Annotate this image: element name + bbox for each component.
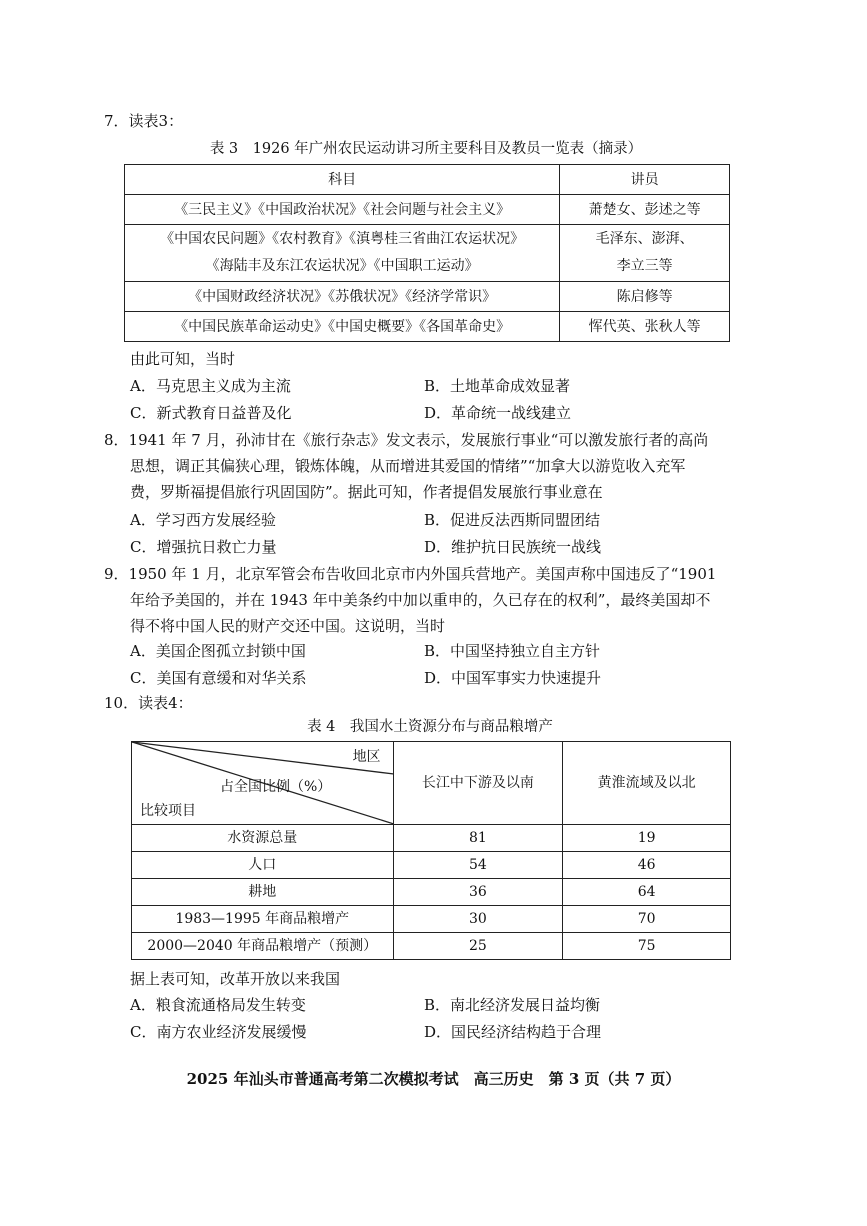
table4-corner-top: 地区 [352, 749, 381, 765]
table3-cell-line: 毛泽东、澎湃、 [595, 231, 694, 247]
table-row [132, 879, 731, 906]
table-row [125, 225, 730, 282]
table4-cell-south: 54 [393, 852, 563, 879]
table-row [125, 195, 730, 225]
q10-option-b[interactable]: B．南北经济发展日益均衡 [424, 996, 601, 1014]
table4-cell-north: 46 [563, 852, 731, 879]
table3-cell-teacher: 陈启修等 [560, 282, 730, 312]
table3-caption: 表 3 1926 年广州农民运动讲习所主要科目及教员一览表（摘录） [209, 141, 643, 157]
table4-header-row [132, 742, 731, 825]
table4-row-label: 人口 [132, 852, 394, 879]
table3-cell-line: 《海陆丰及东江农运状况》《中国职工运动》 [205, 258, 479, 274]
table4-cell-north: 19 [563, 825, 731, 852]
q9-option-d[interactable]: D．中国军事实力快速提升 [424, 669, 602, 687]
table3-cell-teacher: 萧楚女、彭述之等 [560, 195, 730, 225]
q9-stem [104, 561, 744, 639]
table3-header-row [125, 165, 730, 195]
table4-cell-south: 81 [393, 825, 563, 852]
table-row [132, 852, 731, 879]
table-row [132, 825, 731, 852]
table3-cell-subject: 《中国财政经济状况》《苏俄状况》《经济学常识》 [125, 282, 560, 312]
q10-prompt: 据上表可知，改革开放以来我国 [130, 970, 341, 988]
q8-option-a[interactable]: A．学习西方发展经验 [130, 511, 276, 529]
table4-row-label: 水资源总量 [132, 825, 394, 852]
q9-line: 年给予美国的，并在 1943 年中美条约中加以重申的，久已存在的权利”，最终美国却不 [130, 591, 711, 609]
q10-option-a[interactable]: A．粮食流通格局发生转变 [130, 996, 306, 1014]
table4-header-north: 黄淮流域及以北 [563, 742, 731, 825]
table4-corner-bottom: 比较项目 [140, 803, 196, 819]
q8-option-d[interactable]: D．维护抗日民族统一战线 [424, 538, 602, 556]
table4-row-label: 2000—2040 年商品粮增产（预测） [132, 933, 394, 960]
table4-header-south: 长江中下游及以南 [393, 742, 563, 825]
table-row [125, 282, 730, 312]
q8-line: 费，罗斯福提倡旅行巩固国防”。据此可知，作者提倡发展旅行事业意在 [130, 483, 603, 501]
table4-caption: 表 4 我国水土资源分布与商品粮增产 [307, 719, 553, 735]
q7-prompt: 由此可知，当时 [130, 350, 236, 368]
table3-cell-subject: 《中国民族革命运动史》《中国史概要》《各国革命史》 [125, 312, 560, 342]
q8-option-c[interactable]: C．增强抗日救亡力量 [130, 538, 277, 556]
table4-cell-south: 36 [393, 879, 563, 906]
table4-corner-middle: 占全国比例（%） [220, 779, 332, 795]
table3-header-subject: 科目 [125, 165, 560, 195]
table3-cell-teacher: 恽代英、张秋人等 [560, 312, 730, 342]
table4-row-label: 1983—1995 年商品粮增产 [132, 906, 394, 933]
table4-corner-cell [132, 742, 394, 825]
table3-cell-subject [125, 225, 560, 282]
q7-stem: 7．读表3： [104, 112, 184, 130]
table3 [124, 164, 730, 342]
table3-cell-line: 《中国农民问题》《农村教育》《滇粤桂三省曲江农运状况》 [160, 231, 525, 247]
table-row [132, 906, 731, 933]
q10-option-c[interactable]: C．南方农业经济发展缓慢 [130, 1023, 307, 1041]
table4-cell-north: 64 [563, 879, 731, 906]
q8-option-b[interactable]: B．促进反法西斯同盟团结 [424, 511, 601, 529]
q8-stem [104, 427, 744, 505]
q8-line: 思想，调正其偏狭心理，锻炼体魄，从而增进其爱国的情绪”“加拿大以游览收入充军 [130, 457, 686, 475]
table3-header-teacher: 讲员 [560, 165, 730, 195]
q9-option-a[interactable]: A．美国企图孤立封锁中国 [130, 642, 306, 660]
q9-option-b[interactable]: B．中国坚持独立自主方针 [424, 642, 601, 660]
table4-cell-south: 30 [393, 906, 563, 933]
q9-line: 得不将中国人民的财产交还中国。这说明，当时 [130, 617, 446, 635]
q7-option-c[interactable]: C．新式教育日益普及化 [130, 404, 292, 422]
q7-option-a[interactable]: A．马克思主义成为主流 [130, 377, 291, 395]
q8-line: 8．1941 年 7 月，孙沛甘在《旅行杂志》发文表示，发展旅行事业“可以激发旅行者的高尚 [104, 431, 709, 449]
table4-cell-south: 25 [393, 933, 563, 960]
table4-cell-north: 75 [563, 933, 731, 960]
q9-option-c[interactable]: C．美国有意缓和对华关系 [130, 669, 307, 687]
table-row [125, 312, 730, 342]
table4-cell-north: 70 [563, 906, 731, 933]
table4-row-label: 耕地 [132, 879, 394, 906]
q10-option-d[interactable]: D．国民经济结构趋于合理 [424, 1023, 602, 1041]
page-footer: 2025 年汕头市普通高考第二次模拟考试 高三历史 第 3 页（共 7 页） [186, 1070, 681, 1088]
q9-line: 9．1950 年 1 月，北京军管会布告收回北京市内外国兵营地产。美国声称中国违反了“1901 [104, 565, 717, 583]
q7-option-d[interactable]: D．革命统一战线建立 [424, 404, 572, 422]
table3-cell-subject: 《三民主义》《中国政治状况》《社会问题与社会主义》 [125, 195, 560, 225]
table-row [132, 933, 731, 960]
q7-option-b[interactable]: B．土地革命成效显著 [424, 377, 571, 395]
table3-cell-teacher [560, 225, 730, 282]
table4 [131, 741, 731, 960]
q10-stem: 10．读表4： [104, 694, 193, 712]
table3-cell-line: 李立三等 [616, 258, 673, 274]
